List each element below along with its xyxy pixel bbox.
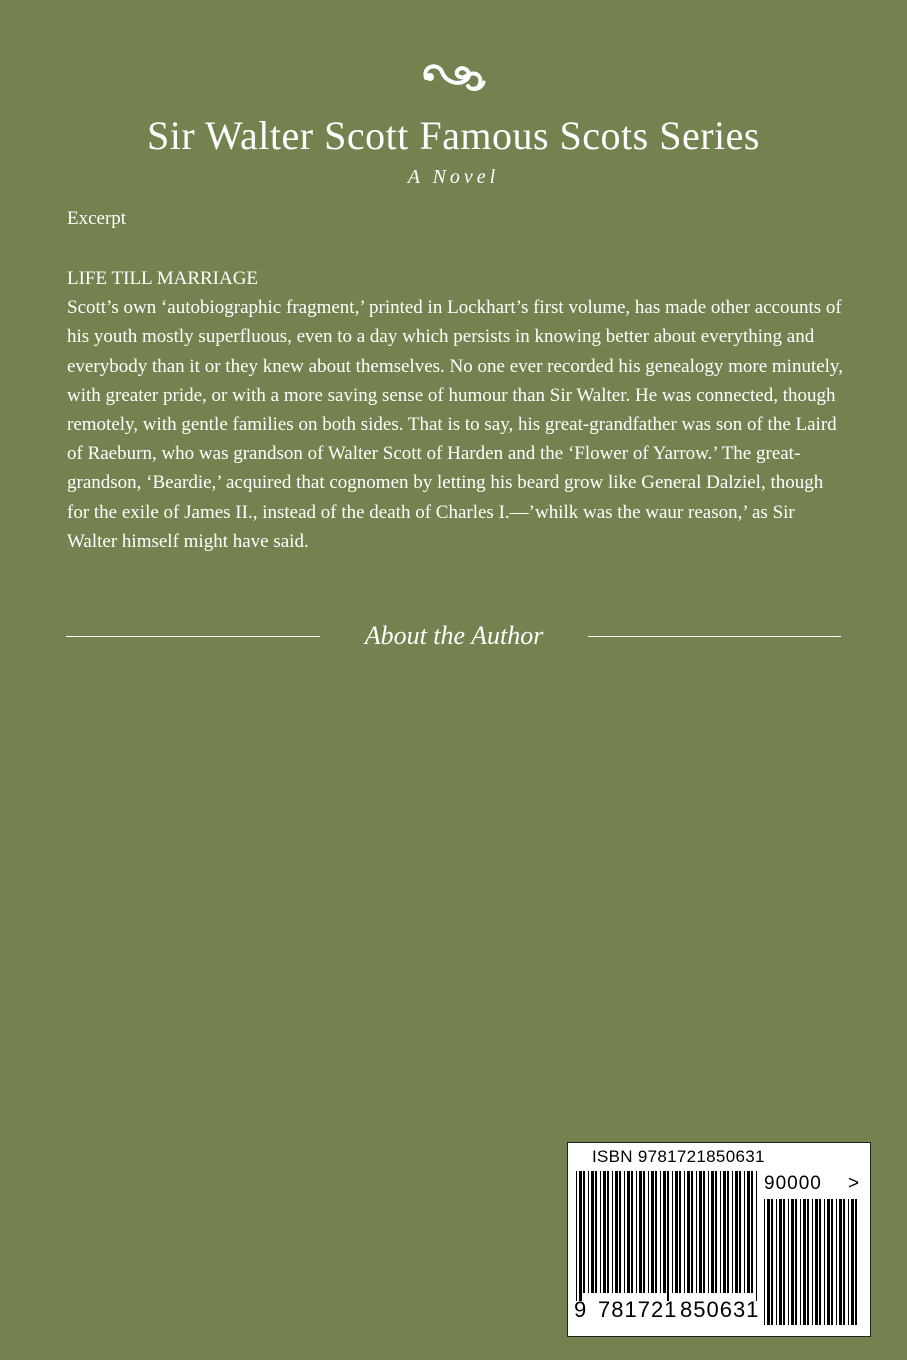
barcode-bar	[735, 1171, 738, 1293]
barcode-bar	[788, 1199, 789, 1325]
barcode-bar	[720, 1171, 721, 1293]
barcode-bar	[812, 1199, 813, 1325]
isbn-label: ISBN 9781721850631	[592, 1147, 765, 1166]
barcode-bar	[727, 1171, 729, 1293]
barcode-bar	[696, 1171, 697, 1293]
barcode-bar	[595, 1171, 597, 1293]
barcode-bar	[783, 1199, 785, 1325]
barcode-bar	[588, 1171, 589, 1293]
barcode-bar	[791, 1199, 794, 1325]
barcode-bar	[624, 1171, 625, 1293]
barcode-bar	[723, 1171, 726, 1293]
isbn-barcode	[567, 1142, 871, 1337]
excerpt-paragraph: Scott’s own ‘autobiographic fragment,’ printed in Lockhart’s first volume, has made other accounts of his youth mostly superfluous, even to a day which persists in knowing better about everything and everybody than it or they knew about themselves. No one ever recorded his genealogy more minutely, with greater pride, or with a more saving sense of humour than Sir Walter. He was connected, though remotely, with gentle families on both sides. That is to say, his great-grandfather was son of the Laird of Raeburn, who was grandson of Walter Scott of Harden and the ‘Flower of Yarrow.’ The great-grandson, ‘Beardie,’ acquired that cognomen by letting his beard grow like General Dalziel, though for the exile of James II., instead of the death of Charles I.—’whilk was the waur reason,’ as Sir Walter himself might have said.	[67, 297, 843, 552]
barcode-bar	[848, 1199, 849, 1325]
addon-bars	[764, 1199, 860, 1325]
barcode-bar	[672, 1171, 673, 1293]
excerpt-body	[67, 264, 847, 556]
section-heading: LIFE TILL MARRIAGE	[67, 268, 259, 289]
barcode-bar	[631, 1171, 633, 1293]
barcode-bar	[715, 1171, 717, 1293]
barcode-bar	[855, 1199, 857, 1325]
barcode-bar	[732, 1171, 733, 1293]
book-subtitle: A Novel	[407, 166, 500, 188]
barcode-bar	[643, 1171, 645, 1293]
barcode-bar	[851, 1199, 854, 1325]
barcode-bar	[655, 1171, 657, 1293]
barcode-bar	[827, 1199, 830, 1325]
barcode-bar	[684, 1171, 685, 1293]
barcode-bar	[839, 1199, 842, 1325]
barcode-bar	[747, 1171, 750, 1293]
barcode-bar	[771, 1199, 773, 1325]
barcode-bar	[576, 1171, 577, 1301]
barcode-bar	[651, 1171, 654, 1293]
barcode-bar	[744, 1171, 745, 1293]
barcode-bar	[836, 1199, 837, 1325]
divider-right	[588, 636, 841, 637]
ean13-bars	[576, 1171, 760, 1301]
barcode-bar	[756, 1171, 757, 1301]
barcode-digits-group2: 850631	[680, 1297, 760, 1322]
barcode-bar	[675, 1171, 678, 1293]
barcode-bar	[687, 1171, 690, 1293]
barcode-bar	[751, 1171, 753, 1293]
barcode-bar	[660, 1171, 661, 1293]
barcode-bar	[691, 1171, 693, 1293]
price-code: 90000	[764, 1173, 822, 1194]
barcode-bar	[843, 1199, 845, 1325]
barcode-digit-first: 9	[574, 1297, 588, 1322]
barcode-bar	[779, 1199, 782, 1325]
barcode-bar	[776, 1199, 777, 1325]
barcode-bar	[619, 1171, 621, 1293]
barcode-bar	[648, 1171, 649, 1293]
barcode-bar	[800, 1199, 801, 1325]
barcode-bar	[803, 1199, 806, 1325]
barcode-bar	[831, 1199, 833, 1325]
barcode-bar	[807, 1199, 809, 1325]
barcode-bar	[591, 1171, 594, 1293]
barcode-bar	[583, 1171, 585, 1293]
excerpt-label: Excerpt	[67, 208, 127, 229]
barcode-bar	[795, 1199, 797, 1325]
barcode-bar	[579, 1171, 582, 1301]
barcode-bar	[764, 1199, 765, 1325]
price-arrow: >	[848, 1173, 860, 1194]
barcode-bar	[699, 1171, 702, 1293]
barcode-bar	[815, 1199, 818, 1325]
barcode-bar	[603, 1171, 606, 1293]
barcode-bar	[679, 1171, 681, 1293]
barcode-bar	[767, 1199, 770, 1325]
fleuron-ornament-icon	[420, 58, 488, 94]
barcode-bar	[739, 1171, 741, 1293]
barcode-bar	[703, 1171, 705, 1293]
barcode-bar	[600, 1171, 601, 1293]
about-author-heading: About the Author	[364, 621, 544, 650]
barcode-bar	[667, 1171, 669, 1301]
barcode-bar	[627, 1171, 630, 1293]
barcode-digits-group1: 781721	[598, 1297, 678, 1322]
barcode-bar	[612, 1171, 613, 1293]
barcode-bar	[711, 1171, 714, 1293]
barcode-bar	[636, 1171, 637, 1293]
barcode-bar	[639, 1171, 642, 1293]
barcode-bar	[607, 1171, 609, 1293]
barcode-bar	[708, 1171, 709, 1293]
book-title: Sir Walter Scott Famous Scots Series	[147, 113, 760, 158]
divider-left	[66, 636, 320, 637]
barcode-bar	[663, 1171, 666, 1293]
barcode-bar	[819, 1199, 821, 1325]
barcode-bar	[615, 1171, 618, 1293]
barcode-bar	[824, 1199, 825, 1325]
